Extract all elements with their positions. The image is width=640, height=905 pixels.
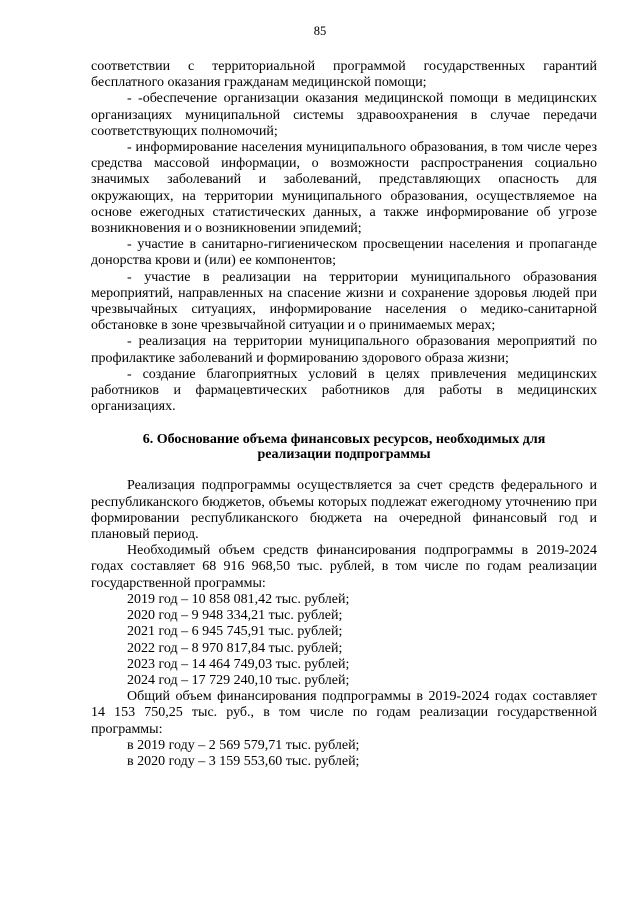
section-heading [91,432,597,462]
year-required-2023: 2023 год – 14 464 749,03 тыс. рублей; [127,656,350,672]
document-body [91,59,597,770]
bullet-conditions: - создание благоприятных условий в целях привлечения медицинских работников и фармацевтических работников для работы в медицинских организациях. [91,366,597,415]
year-required-2021: 2021 год – 6 945 745,91 тыс. рублей; [127,624,343,640]
section-heading-line-1: 6. Обоснование объема финансовых ресурсов, необходимых для [142,432,546,448]
paragraph-total-volume: Общий объем финансирования подпрограммы в 2019-2024 годах составляет 14 153 750,25 тыс. руб., в том числе по годам реализации государственной программы: [91,689,597,737]
bullet-hygiene: - участие в санитарно-гигиеническом просвещении населения и пропаганде донорства крови и (или) ее компонентов; [91,237,597,269]
section-heading-line-2: реализации подпрограммы [257,447,431,463]
year-required-2020: 2020 год – 9 948 334,21 тыс. рублей; [127,608,343,624]
paragraph-implementation: Реализация подпрограммы осуществляется за счет средств федерального и республиканского бюджетов, объемы которых подлежат ежегодному уточнению при формировании республиканского бюджета на очередной финансовый год и плановый период. [91,478,597,543]
year-required-2019: 2019 год – 10 858 081,42 тыс. рублей; [127,591,350,607]
bullet-medical-org: - -обеспечение организации оказания медицинской помощи в медицинских организациях муниципальной системы здравоохранения в случае передачи соответствующих полномочий; [91,91,597,139]
year-total-2020: в 2020 году – 3 159 553,60 тыс. рублей; [127,753,360,769]
bullet-informing: - информирование населения муниципального образования, в том числе через средства массовой информации, о возможности распространения социально значимых заболеваний и заболеваний, представляющих опасность для окружающих, на территории муниципального образования, осуществляемое на основе ежегодных статистических данных, а также информирование об угрозе возникновения и о возникновении эпидемий; [91,140,597,237]
bullet-prevention: - реализация на территории муниципального образования мероприятий по профилактике заболеваний и формированию здорового образа жизни; [91,334,597,366]
paragraph-required-volume: Необходимый объем средств финансирования подпрограммы в 2019-2024 годах составляет 68 916 968,50 тыс. рублей, в том числе по годам реализации государственной программы: [91,543,597,591]
year-required-2022: 2022 год – 8 970 817,84 тыс. рублей; [127,640,343,656]
bullet-emergency: - участие в реализации на территории муниципального образования мероприятий, направленных на спасение жизни и сохранение здоровья людей при чрезвычайных ситуациях, информирование населения о медико-санитарной обстановке в зоне чрезвычайной ситуации и о принимаемых мерах; [91,269,597,334]
intro-continuation: соответствии с территориальной программой государственных гарантий бесплатного оказания гражданам медицинской помощи; [91,59,597,91]
year-required-2024: 2024 год – 17 729 240,10 тыс. рублей; [127,672,350,688]
year-total-2019: в 2019 году – 2 569 579,71 тыс. рублей; [127,737,360,753]
page-number: 85 [313,24,327,38]
